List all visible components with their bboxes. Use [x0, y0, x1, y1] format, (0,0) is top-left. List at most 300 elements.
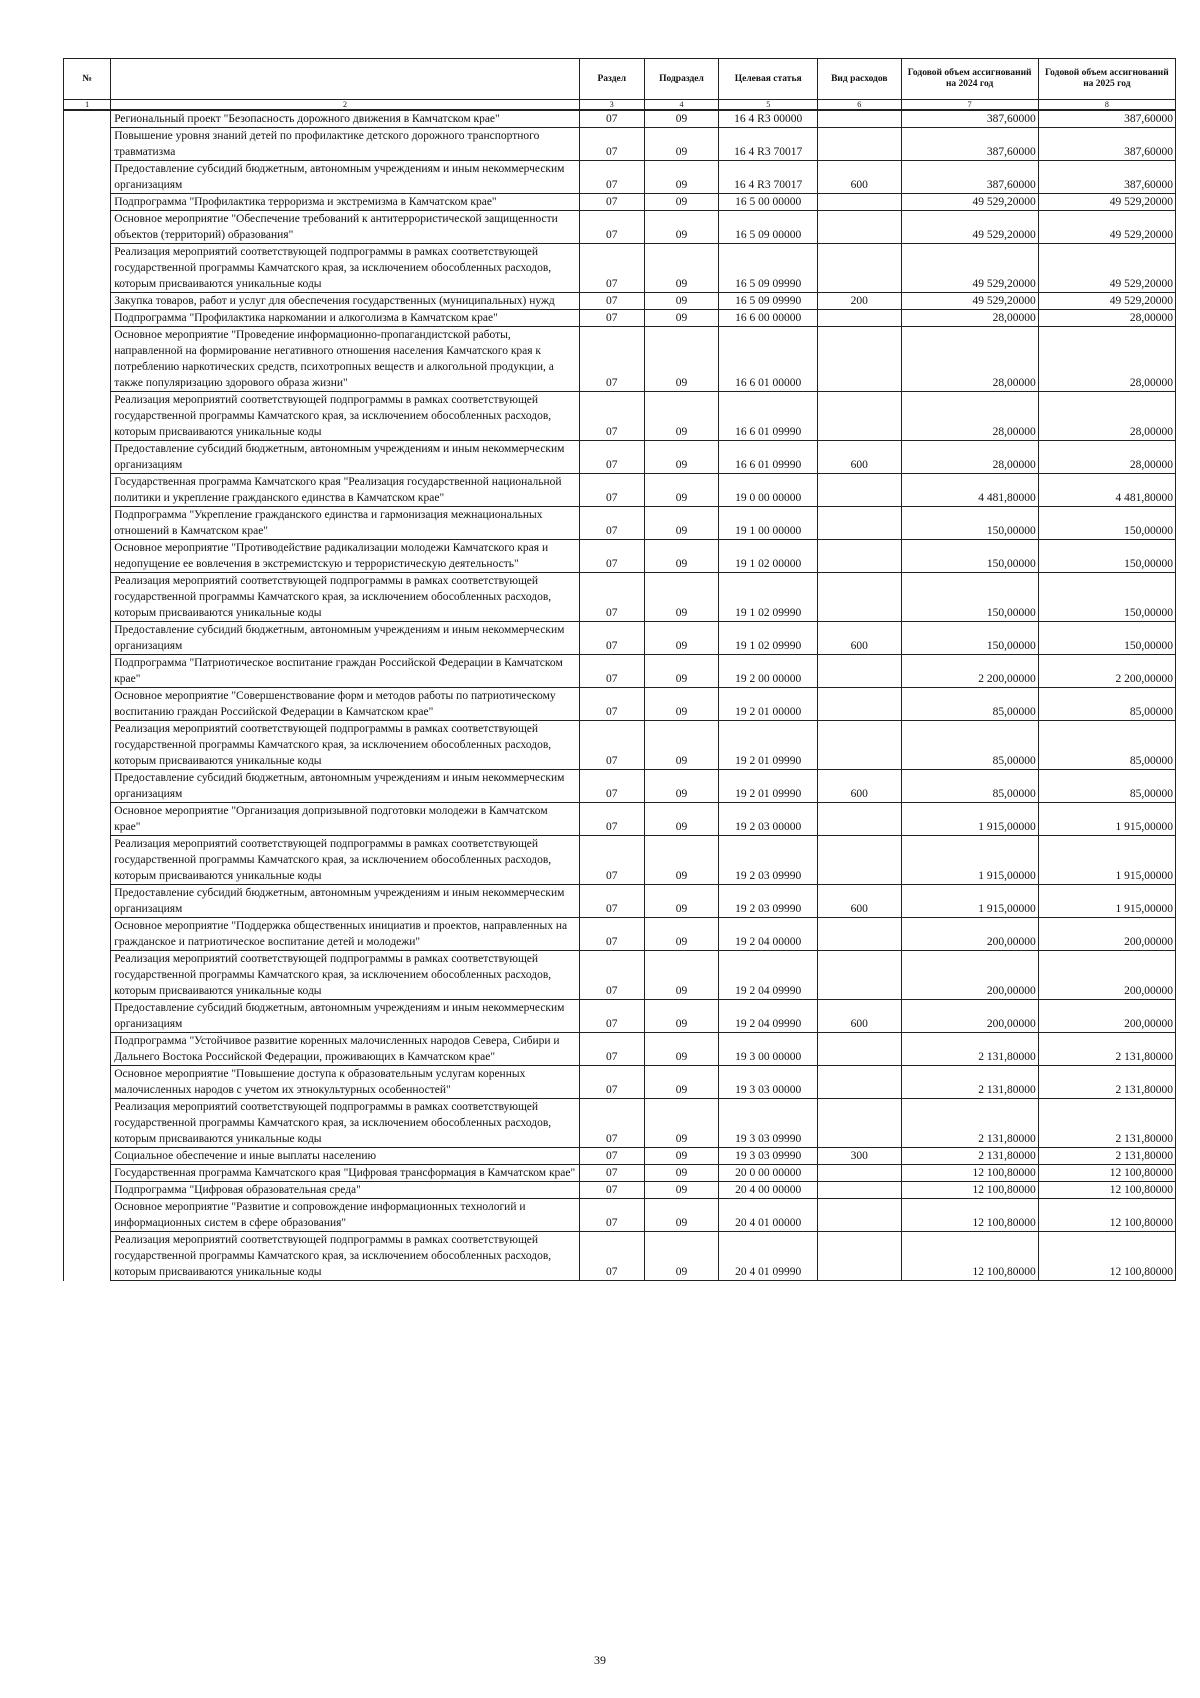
- target-article-cell: 19 0 00 00000: [719, 474, 818, 507]
- podrazdel-cell: 09: [644, 1165, 719, 1182]
- podrazdel-cell: 09: [644, 474, 719, 507]
- podrazdel-cell: 09: [644, 1000, 719, 1033]
- razdel-cell: 07: [579, 161, 644, 194]
- expense-type-cell: [818, 803, 901, 836]
- podrazdel-cell: 09: [644, 885, 719, 918]
- expense-type-cell: [818, 244, 901, 293]
- podrazdel-cell: 09: [644, 128, 719, 161]
- allocation-2024-cell: 85,00000: [901, 721, 1038, 770]
- table-row: [64, 1182, 1176, 1199]
- expense-name-cell: Закупка товаров, работ и услуг для обеспечения государственных (муниципальных) нужд: [111, 293, 580, 310]
- allocation-2024-cell: 12 100,80000: [901, 1199, 1038, 1232]
- allocation-2025-cell: 150,00000: [1038, 573, 1175, 622]
- expense-type-cell: [818, 721, 901, 770]
- podrazdel-cell: 09: [644, 244, 719, 293]
- row-number-cell: [64, 885, 111, 918]
- allocation-2025-cell: 49 529,20000: [1038, 244, 1175, 293]
- table-row: [64, 128, 1176, 161]
- allocation-2025-cell: 28,00000: [1038, 310, 1175, 327]
- expense-name-cell: Основное мероприятие "Повышение доступа к образовательным услугам коренных малочисленных народов с учетом их этнокультурных особенностей": [111, 1066, 580, 1099]
- podrazdel-cell: 09: [644, 688, 719, 721]
- expense-name-cell: Реализация мероприятий соответствующей подпрограммы в рамках соответствующей государственной программы Камчатского края, за исключением обособленных расходов, которым присваиваются уникальные коды: [111, 1232, 580, 1281]
- expense-type-cell: [818, 951, 901, 1000]
- table-row: [64, 1033, 1176, 1066]
- allocation-2025-cell: 28,00000: [1038, 441, 1175, 474]
- row-number-cell: [64, 918, 111, 951]
- expense-name-cell: Реализация мероприятий соответствующей подпрограммы в рамках соответствующей государственной программы Камчатского края, за исключением обособленных расходов, которым присваиваются уникальные коды: [111, 951, 580, 1000]
- expense-name-cell: Подпрограмма "Профилактика наркомании и алкоголизма в Камчатском крае": [111, 310, 580, 327]
- table-row: [64, 211, 1176, 244]
- allocation-2024-cell: 85,00000: [901, 688, 1038, 721]
- allocation-2024-cell: 1 915,00000: [901, 885, 1038, 918]
- expense-name-cell: Реализация мероприятий соответствующей подпрограммы в рамках соответствующей государственной программы Камчатского края, за исключением обособленных расходов, которым присваиваются уникальные коды: [111, 836, 580, 885]
- target-article-cell: 20 4 00 00000: [719, 1182, 818, 1199]
- allocation-2025-cell: 1 915,00000: [1038, 803, 1175, 836]
- podrazdel-cell: 09: [644, 1099, 719, 1148]
- allocation-2025-cell: 2 131,80000: [1038, 1033, 1175, 1066]
- allocation-2025-cell: 1 915,00000: [1038, 885, 1175, 918]
- expense-type-cell: [818, 327, 901, 392]
- allocation-2025-cell: 150,00000: [1038, 622, 1175, 655]
- razdel-cell: 07: [579, 1182, 644, 1199]
- allocation-2024-cell: 387,60000: [901, 161, 1038, 194]
- allocation-2025-cell: 200,00000: [1038, 918, 1175, 951]
- allocation-2024-cell: 28,00000: [901, 392, 1038, 441]
- table-body: [64, 110, 1176, 1281]
- target-article-cell: 19 1 02 09990: [719, 573, 818, 622]
- target-article-cell: 19 2 01 09990: [719, 770, 818, 803]
- row-number-cell: [64, 540, 111, 573]
- razdel-cell: 07: [579, 110, 644, 128]
- table-row: [64, 655, 1176, 688]
- allocation-2024-cell: 2 200,00000: [901, 655, 1038, 688]
- expense-type-cell: [818, 474, 901, 507]
- razdel-cell: 07: [579, 441, 644, 474]
- expense-type-cell: [818, 688, 901, 721]
- allocation-2025-cell: 2 131,80000: [1038, 1148, 1175, 1165]
- row-number-cell: [64, 161, 111, 194]
- expense-name-cell: Основное мероприятие "Совершенствование форм и методов работы по патриотическому воспитанию граждан Российской Федерации в Камчатском крае": [111, 688, 580, 721]
- razdel-cell: 07: [579, 688, 644, 721]
- expense-name-cell: Государственная программа Камчатского края "Реализация государственной национальной политики и укрепление гражданского единства в Камчатском крае": [111, 474, 580, 507]
- target-article-cell: 19 3 00 00000: [719, 1033, 818, 1066]
- allocation-2024-cell: 49 529,20000: [901, 293, 1038, 310]
- expense-name-cell: Государственная программа Камчатского края "Цифровая трансформация в Камчатском крае": [111, 1165, 580, 1182]
- row-number-cell: [64, 507, 111, 540]
- target-article-cell: 19 2 04 00000: [719, 918, 818, 951]
- razdel-cell: 07: [579, 310, 644, 327]
- allocation-2024-cell: 4 481,80000: [901, 474, 1038, 507]
- razdel-cell: 07: [579, 327, 644, 392]
- allocation-2025-cell: 49 529,20000: [1038, 194, 1175, 211]
- table-row: [64, 1000, 1176, 1033]
- allocation-2025-cell: 28,00000: [1038, 392, 1175, 441]
- expense-name-cell: Повышение уровня знаний детей по профилактике детского дорожного транспортного травматизма: [111, 128, 580, 161]
- column-number: 5: [719, 100, 818, 111]
- allocation-2024-cell: 1 915,00000: [901, 836, 1038, 885]
- allocation-2025-cell: 85,00000: [1038, 770, 1175, 803]
- expense-type-cell: 600: [818, 770, 901, 803]
- row-number-cell: [64, 211, 111, 244]
- row-number-cell: [64, 1199, 111, 1232]
- expense-name-cell: Основное мероприятие "Организация допризывной подготовки молодежи в Камчатском крае": [111, 803, 580, 836]
- target-article-cell: 16 4 R3 00000: [719, 110, 818, 128]
- expense-type-cell: [818, 655, 901, 688]
- table-row: [64, 836, 1176, 885]
- row-number-cell: [64, 392, 111, 441]
- allocation-2025-cell: 4 481,80000: [1038, 474, 1175, 507]
- table-row: [64, 1232, 1176, 1281]
- row-number-cell: [64, 474, 111, 507]
- row-number-cell: [64, 622, 111, 655]
- target-article-cell: 16 4 R3 70017: [719, 161, 818, 194]
- podrazdel-cell: 09: [644, 918, 719, 951]
- allocation-2025-cell: 200,00000: [1038, 1000, 1175, 1033]
- podrazdel-cell: 09: [644, 392, 719, 441]
- expense-name-cell: Подпрограмма "Цифровая образовательная среда": [111, 1182, 580, 1199]
- podrazdel-cell: 09: [644, 293, 719, 310]
- column-number: 6: [818, 100, 901, 111]
- podrazdel-cell: 09: [644, 194, 719, 211]
- podrazdel-cell: 09: [644, 803, 719, 836]
- expense-name-cell: Предоставление субсидий бюджетным, автономным учреждениям и иным некоммерческим организациям: [111, 161, 580, 194]
- row-number-cell: [64, 293, 111, 310]
- expense-type-cell: [818, 1033, 901, 1066]
- header-target-article: Целевая статья: [719, 59, 818, 100]
- table-row: [64, 327, 1176, 392]
- expense-type-cell: 200: [818, 293, 901, 310]
- expense-name-cell: Основное мероприятие "Развитие и сопровождение информационных технологий и информационных систем в сфере образования": [111, 1199, 580, 1232]
- allocation-2024-cell: 2 131,80000: [901, 1099, 1038, 1148]
- razdel-cell: 07: [579, 1066, 644, 1099]
- allocation-2025-cell: 12 100,80000: [1038, 1199, 1175, 1232]
- row-number-cell: [64, 770, 111, 803]
- allocation-2025-cell: 49 529,20000: [1038, 293, 1175, 310]
- allocation-2025-cell: 2 200,00000: [1038, 655, 1175, 688]
- expense-type-cell: [818, 573, 901, 622]
- expense-name-cell: Основное мероприятие "Обеспечение требований к антитеррористической защищенности объектов (территорий) образования": [111, 211, 580, 244]
- razdel-cell: 07: [579, 721, 644, 770]
- row-number-cell: [64, 1099, 111, 1148]
- target-article-cell: 19 1 02 09990: [719, 622, 818, 655]
- razdel-cell: 07: [579, 622, 644, 655]
- table-row: [64, 770, 1176, 803]
- expense-name-cell: Реализация мероприятий соответствующей подпрограммы в рамках соответствующей государственной программы Камчатского края, за исключением обособленных расходов, которым присваиваются уникальные коды: [111, 392, 580, 441]
- expense-type-cell: 600: [818, 885, 901, 918]
- razdel-cell: 07: [579, 392, 644, 441]
- table-row: [64, 244, 1176, 293]
- expense-type-cell: [818, 836, 901, 885]
- header-expense-type: Вид расходов: [818, 59, 901, 100]
- podrazdel-cell: 09: [644, 770, 719, 803]
- row-number-cell: [64, 836, 111, 885]
- row-number-cell: [64, 655, 111, 688]
- target-article-cell: 16 6 01 00000: [719, 327, 818, 392]
- razdel-cell: 07: [579, 244, 644, 293]
- row-number-cell: [64, 951, 111, 1000]
- table-row: [64, 1199, 1176, 1232]
- row-number-cell: [64, 721, 111, 770]
- allocation-2025-cell: 28,00000: [1038, 327, 1175, 392]
- target-article-cell: 20 4 01 09990: [719, 1232, 818, 1281]
- allocation-2024-cell: 12 100,80000: [901, 1182, 1038, 1199]
- header-allocation-2025: Годовой объем ассигнований на 2025 год: [1038, 59, 1175, 100]
- target-article-cell: 19 3 03 00000: [719, 1066, 818, 1099]
- row-number-cell: [64, 194, 111, 211]
- expense-type-cell: 600: [818, 622, 901, 655]
- allocation-2024-cell: 150,00000: [901, 540, 1038, 573]
- row-number-cell: [64, 1033, 111, 1066]
- header-name: [111, 59, 580, 100]
- row-number-cell: [64, 573, 111, 622]
- expense-type-cell: [818, 1199, 901, 1232]
- allocation-2024-cell: 150,00000: [901, 573, 1038, 622]
- podrazdel-cell: 09: [644, 836, 719, 885]
- razdel-cell: 07: [579, 128, 644, 161]
- allocation-2025-cell: 2 131,80000: [1038, 1066, 1175, 1099]
- podrazdel-cell: 09: [644, 573, 719, 622]
- table-row: [64, 803, 1176, 836]
- expense-type-cell: [818, 194, 901, 211]
- table-row: [64, 161, 1176, 194]
- podrazdel-cell: 09: [644, 1232, 719, 1281]
- allocation-2024-cell: 12 100,80000: [901, 1165, 1038, 1182]
- allocation-2025-cell: 1 915,00000: [1038, 836, 1175, 885]
- podrazdel-cell: 09: [644, 161, 719, 194]
- expense-type-cell: [818, 1099, 901, 1148]
- razdel-cell: 07: [579, 951, 644, 1000]
- page-number: 39: [594, 1653, 606, 1667]
- header-razdel: Раздел: [579, 59, 644, 100]
- expense-type-cell: [818, 110, 901, 128]
- expense-name-cell: Подпрограмма "Профилактика терроризма и экстремизма в Камчатском крае": [111, 194, 580, 211]
- target-article-cell: 19 3 03 09990: [719, 1148, 818, 1165]
- table-row: [64, 540, 1176, 573]
- target-article-cell: 16 5 09 09990: [719, 293, 818, 310]
- target-article-cell: 19 1 00 00000: [719, 507, 818, 540]
- target-article-cell: 19 3 03 09990: [719, 1099, 818, 1148]
- table-row: [64, 688, 1176, 721]
- allocation-2024-cell: 150,00000: [901, 507, 1038, 540]
- table-row: [64, 194, 1176, 211]
- razdel-cell: 07: [579, 293, 644, 310]
- target-article-cell: 16 5 00 00000: [719, 194, 818, 211]
- header-podrazdel: Подраздел: [644, 59, 719, 100]
- expense-name-cell: Основное мероприятие "Поддержка общественных инициатив и проектов, направленных на гражданское и патриотическое воспитание детей и молодежи": [111, 918, 580, 951]
- allocation-2025-cell: 387,60000: [1038, 110, 1175, 128]
- target-article-cell: 19 2 00 00000: [719, 655, 818, 688]
- expense-type-cell: [818, 1165, 901, 1182]
- podrazdel-cell: 09: [644, 327, 719, 392]
- allocation-2024-cell: 49 529,20000: [901, 211, 1038, 244]
- allocation-2025-cell: 2 131,80000: [1038, 1099, 1175, 1148]
- row-number-cell: [64, 327, 111, 392]
- table-row: [64, 507, 1176, 540]
- table-row: [64, 474, 1176, 507]
- expense-name-cell: Подпрограмма "Патриотическое воспитание граждан Российской Федерации в Камчатском крае": [111, 655, 580, 688]
- target-article-cell: 19 2 03 00000: [719, 803, 818, 836]
- column-number: 8: [1038, 100, 1175, 111]
- column-number: 1: [64, 100, 111, 111]
- allocation-2024-cell: 200,00000: [901, 1000, 1038, 1033]
- razdel-cell: 07: [579, 1148, 644, 1165]
- podrazdel-cell: 09: [644, 1199, 719, 1232]
- razdel-cell: 07: [579, 770, 644, 803]
- razdel-cell: 07: [579, 1199, 644, 1232]
- table-row: [64, 885, 1176, 918]
- allocation-2025-cell: 85,00000: [1038, 721, 1175, 770]
- razdel-cell: 07: [579, 655, 644, 688]
- podrazdel-cell: 09: [644, 622, 719, 655]
- target-article-cell: 16 5 09 00000: [719, 211, 818, 244]
- expense-name-cell: Реализация мероприятий соответствующей подпрограммы в рамках соответствующей государственной программы Камчатского края, за исключением обособленных расходов, которым присваиваются уникальные коды: [111, 1099, 580, 1148]
- allocation-2024-cell: 12 100,80000: [901, 1232, 1038, 1281]
- allocation-2024-cell: 150,00000: [901, 622, 1038, 655]
- razdel-cell: 07: [579, 1033, 644, 1066]
- allocation-2025-cell: 12 100,80000: [1038, 1182, 1175, 1199]
- row-number-cell: [64, 441, 111, 474]
- razdel-cell: 07: [579, 885, 644, 918]
- expense-name-cell: Основное мероприятие "Противодействие радикализации молодежи Камчатского края и недопущение ее вовлечения в экстремистскую и террористическую деятельность": [111, 540, 580, 573]
- target-article-cell: 16 4 R3 70017: [719, 128, 818, 161]
- budget-table-sheet: [63, 58, 1176, 1281]
- allocation-2025-cell: 387,60000: [1038, 161, 1175, 194]
- expense-name-cell: Предоставление субсидий бюджетным, автономным учреждениям и иным некоммерческим организациям: [111, 885, 580, 918]
- podrazdel-cell: 09: [644, 1148, 719, 1165]
- table-row: [64, 1099, 1176, 1148]
- razdel-cell: 07: [579, 918, 644, 951]
- table-row: [64, 110, 1176, 128]
- column-number: 7: [901, 100, 1038, 111]
- column-number: 2: [111, 100, 580, 111]
- table-row: [64, 293, 1176, 310]
- table-row: [64, 573, 1176, 622]
- razdel-cell: 07: [579, 1232, 644, 1281]
- allocation-2025-cell: 12 100,80000: [1038, 1165, 1175, 1182]
- expense-type-cell: 600: [818, 1000, 901, 1033]
- table-row: [64, 392, 1176, 441]
- table-row: [64, 951, 1176, 1000]
- expense-name-cell: Предоставление субсидий бюджетным, автономным учреждениям и иным некоммерческим организациям: [111, 441, 580, 474]
- budget-table: [63, 58, 1176, 1281]
- expense-name-cell: Предоставление субсидий бюджетным, автономным учреждениям и иным некоммерческим организациям: [111, 1000, 580, 1033]
- podrazdel-cell: 09: [644, 507, 719, 540]
- expense-type-cell: [818, 918, 901, 951]
- allocation-2024-cell: 387,60000: [901, 128, 1038, 161]
- expense-type-cell: [818, 540, 901, 573]
- allocation-2025-cell: 150,00000: [1038, 507, 1175, 540]
- row-number-cell: [64, 803, 111, 836]
- razdel-cell: 07: [579, 803, 644, 836]
- podrazdel-cell: 09: [644, 1182, 719, 1199]
- razdel-cell: 07: [579, 573, 644, 622]
- podrazdel-cell: 09: [644, 721, 719, 770]
- expense-name-cell: Подпрограмма "Укрепление гражданского единства и гармонизация межнациональных отношений в Камчатском крае": [111, 507, 580, 540]
- allocation-2025-cell: 12 100,80000: [1038, 1232, 1175, 1281]
- row-number-cell: [64, 1148, 111, 1165]
- column-number-row: [64, 100, 1176, 111]
- target-article-cell: 19 2 04 09990: [719, 951, 818, 1000]
- allocation-2024-cell: 49 529,20000: [901, 244, 1038, 293]
- allocation-2025-cell: 200,00000: [1038, 951, 1175, 1000]
- row-number-cell: [64, 1232, 111, 1281]
- podrazdel-cell: 09: [644, 1066, 719, 1099]
- target-article-cell: 16 5 09 09990: [719, 244, 818, 293]
- table-header-row: [64, 59, 1176, 100]
- razdel-cell: 07: [579, 194, 644, 211]
- row-number-cell: [64, 1165, 111, 1182]
- table-row: [64, 1066, 1176, 1099]
- expense-name-cell: Социальное обеспечение и иные выплаты населению: [111, 1148, 580, 1165]
- expense-type-cell: [818, 1182, 901, 1199]
- allocation-2024-cell: 387,60000: [901, 110, 1038, 128]
- target-article-cell: 19 2 04 09990: [719, 1000, 818, 1033]
- table-row: [64, 721, 1176, 770]
- allocation-2024-cell: 2 131,80000: [901, 1033, 1038, 1066]
- expense-name-cell: Реализация мероприятий соответствующей подпрограммы в рамках соответствующей государственной программы Камчатского края, за исключением обособленных расходов, которым присваиваются уникальные коды: [111, 573, 580, 622]
- podrazdel-cell: 09: [644, 110, 719, 128]
- allocation-2024-cell: 85,00000: [901, 770, 1038, 803]
- table-row: [64, 918, 1176, 951]
- allocation-2024-cell: 2 131,80000: [901, 1066, 1038, 1099]
- row-number-cell: [64, 244, 111, 293]
- target-article-cell: 19 1 02 00000: [719, 540, 818, 573]
- expense-type-cell: [818, 507, 901, 540]
- row-number-cell: [64, 1000, 111, 1033]
- razdel-cell: 07: [579, 1165, 644, 1182]
- razdel-cell: 07: [579, 836, 644, 885]
- expense-type-cell: [818, 1066, 901, 1099]
- allocation-2024-cell: 28,00000: [901, 327, 1038, 392]
- allocation-2024-cell: 49 529,20000: [901, 194, 1038, 211]
- column-number: 3: [579, 100, 644, 111]
- expense-name-cell: Предоставление субсидий бюджетным, автономным учреждениям и иным некоммерческим организациям: [111, 770, 580, 803]
- expense-type-cell: 300: [818, 1148, 901, 1165]
- expense-type-cell: [818, 128, 901, 161]
- razdel-cell: 07: [579, 1099, 644, 1148]
- expense-type-cell: [818, 1232, 901, 1281]
- target-article-cell: 16 6 01 09990: [719, 392, 818, 441]
- razdel-cell: 07: [579, 474, 644, 507]
- header-number: №: [64, 59, 111, 100]
- target-article-cell: 19 2 01 00000: [719, 688, 818, 721]
- target-article-cell: 19 2 03 09990: [719, 836, 818, 885]
- razdel-cell: 07: [579, 211, 644, 244]
- razdel-cell: 07: [579, 1000, 644, 1033]
- target-article-cell: 19 2 01 09990: [719, 721, 818, 770]
- razdel-cell: 07: [579, 507, 644, 540]
- row-number-cell: [64, 1066, 111, 1099]
- target-article-cell: 16 6 00 00000: [719, 310, 818, 327]
- expense-name-cell: Реализация мероприятий соответствующей подпрограммы в рамках соответствующей государственной программы Камчатского края, за исключением обособленных расходов, которым присваиваются уникальные коды: [111, 721, 580, 770]
- column-number: 4: [644, 100, 719, 111]
- allocation-2024-cell: 200,00000: [901, 918, 1038, 951]
- row-number-cell: [64, 1182, 111, 1199]
- target-article-cell: 16 6 01 09990: [719, 441, 818, 474]
- expense-type-cell: [818, 392, 901, 441]
- target-article-cell: 19 2 03 09990: [719, 885, 818, 918]
- row-number-cell: [64, 688, 111, 721]
- expense-type-cell: [818, 310, 901, 327]
- table-row: [64, 1165, 1176, 1182]
- podrazdel-cell: 09: [644, 441, 719, 474]
- table-row: [64, 622, 1176, 655]
- expense-name-cell: Предоставление субсидий бюджетным, автономным учреждениям и иным некоммерческим организациям: [111, 622, 580, 655]
- expense-type-cell: [818, 211, 901, 244]
- expense-name-cell: Реализация мероприятий соответствующей подпрограммы в рамках соответствующей государственной программы Камчатского края, за исключением обособленных расходов, которым присваиваются уникальные коды: [111, 244, 580, 293]
- allocation-2024-cell: 200,00000: [901, 951, 1038, 1000]
- expense-type-cell: 600: [818, 441, 901, 474]
